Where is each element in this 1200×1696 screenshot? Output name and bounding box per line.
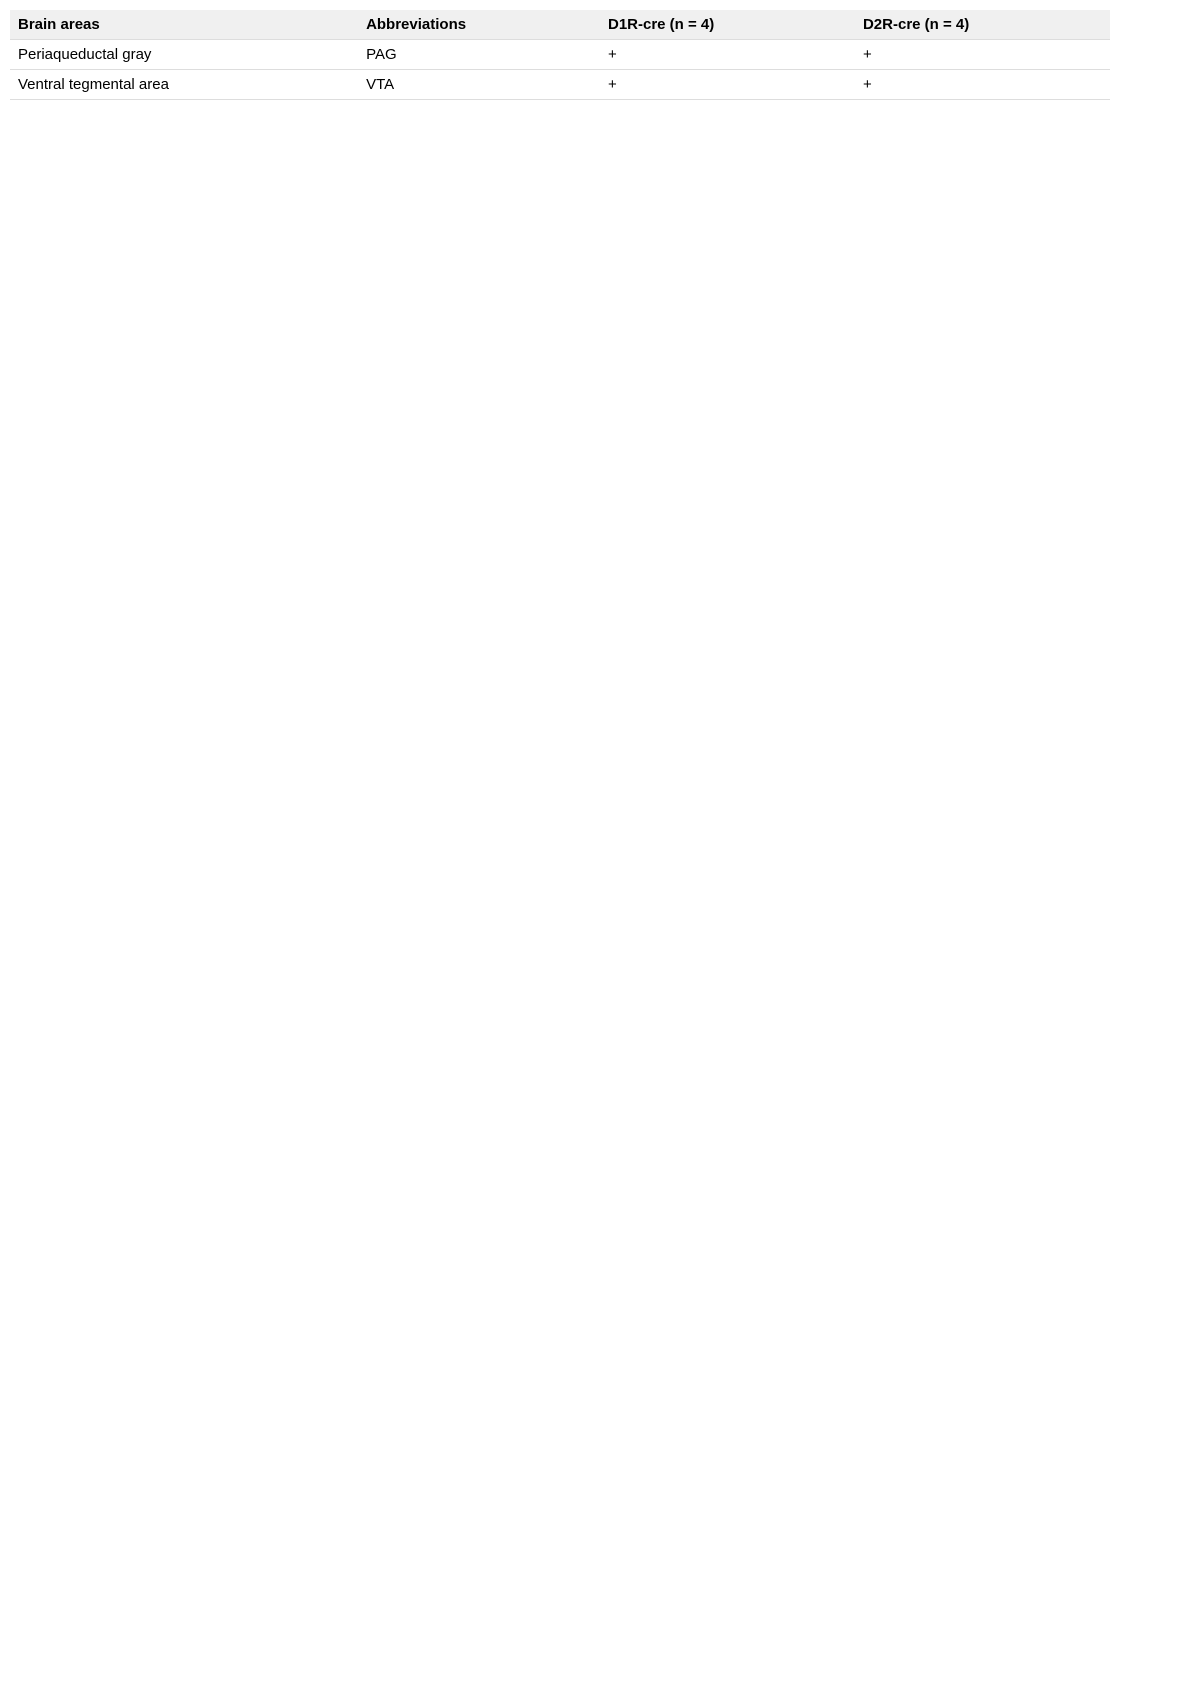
- cell-area: Periaqueductal gray: [10, 40, 358, 70]
- cell-abbr: VTA: [358, 70, 600, 100]
- cell-area: Ventral tegmental area: [10, 70, 358, 100]
- cell-in1: +: [600, 40, 855, 70]
- cell-abbr: PAG: [358, 40, 600, 70]
- header-cell: Brain areas: [10, 10, 358, 40]
- cell-in2: +: [855, 40, 1110, 70]
- header-cell: Abbreviations: [358, 10, 600, 40]
- cell-in2: +: [855, 70, 1110, 100]
- table: [10, 10, 1110, 100]
- table-row: [10, 40, 1110, 70]
- header-cell: D2R-cre (n = 4): [855, 10, 1110, 40]
- cell-in1: +: [600, 70, 855, 100]
- header-cell: D1R-cre (n = 4): [600, 10, 855, 40]
- table-row: [10, 70, 1110, 100]
